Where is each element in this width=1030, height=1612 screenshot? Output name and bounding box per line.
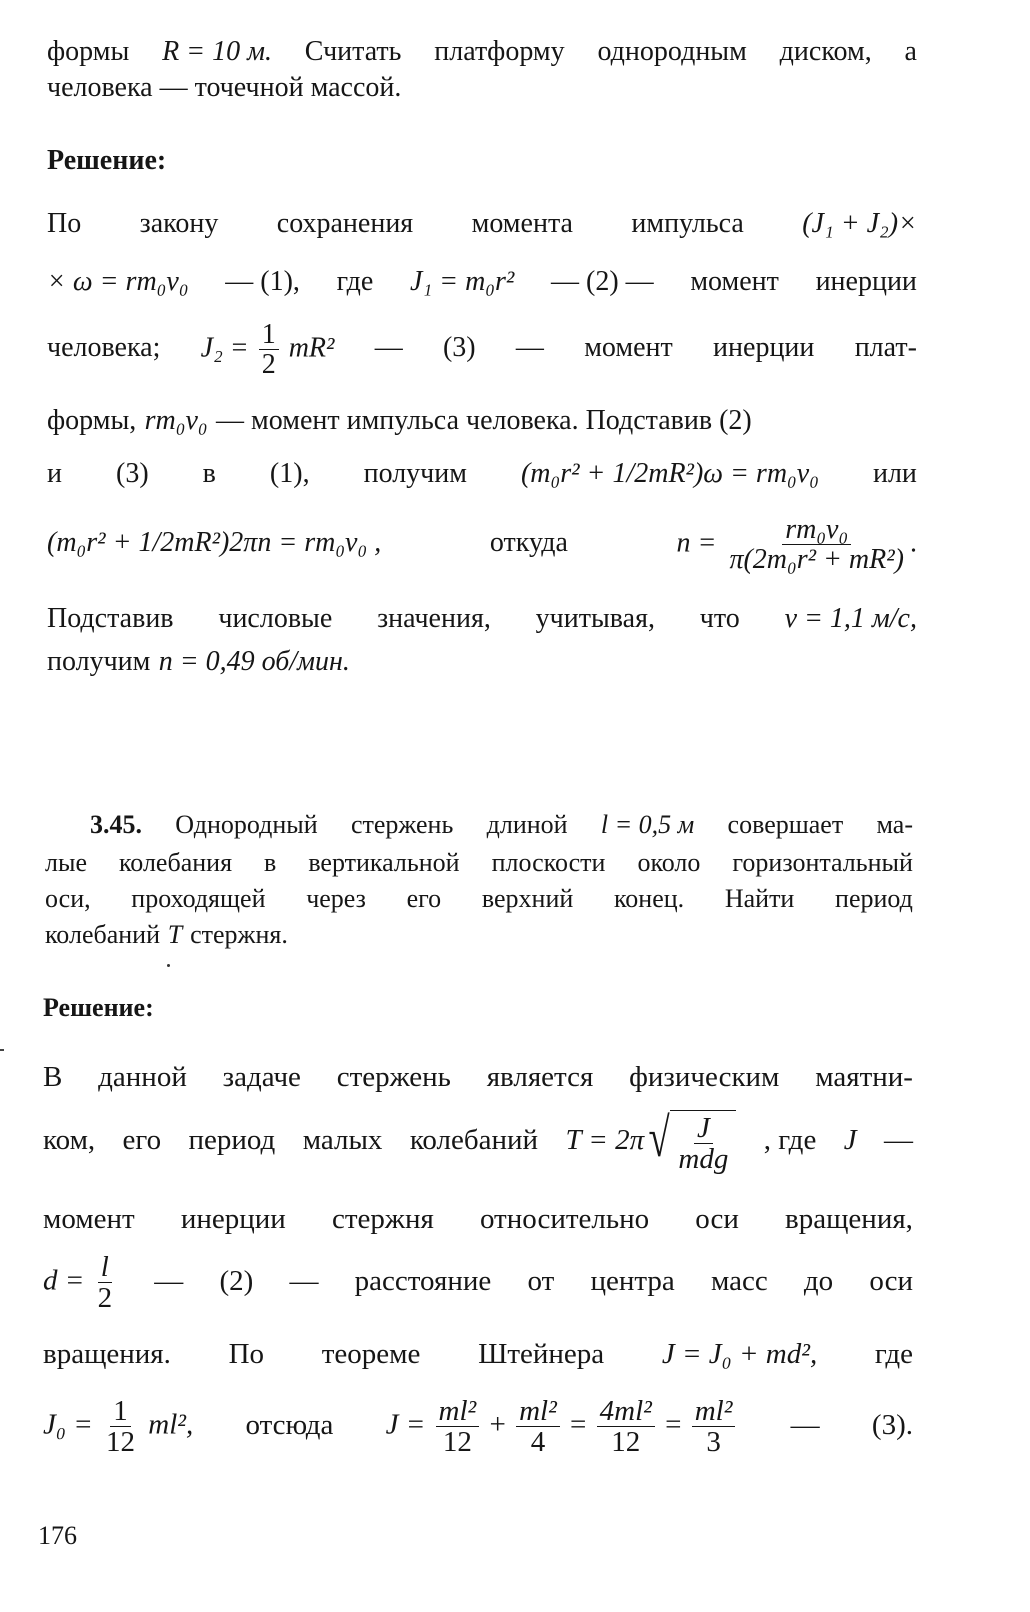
solution-line: получим n = 0,49 об/мин. <box>47 646 350 677</box>
solution-heading: Решение: <box>47 145 167 176</box>
formula: T <box>167 920 183 949</box>
fraction: $\frac{1}{12}$ <box>106 1395 136 1459</box>
fraction: $\frac{l}{2}$ <box>97 1251 113 1315</box>
formula: J = $\frac{\text{ml²}}{12}$ + $\frac{\text{ml²}}{4}$ = $\frac{\text{4ml²}}{12}$ = $\frac{\text{ml²}}{3}$ <box>386 1396 739 1458</box>
formula: n = $\frac{\text{rm₀v₀}}{\text{π(2m₀r² + mR²)}}$ . <box>676 514 917 576</box>
solution-line: J₀ = $\frac{1}{12}$ ml², отсюда J = $\frac{\text{ml²}}{12}$ + $\frac{\text{ml²}}{4}$ = $\frac{\text{4ml²}}{12}$ = $\frac{\text{ml²}}{3}$ — (3). <box>43 1395 913 1459</box>
fraction: $\frac{1}{2}$ <box>259 320 279 380</box>
fraction: $\frac{\text{ml²}}{4}$ <box>516 1396 560 1458</box>
formula: (m₀r² + 1/2mR²)ω = rm₀v₀ <box>520 458 819 489</box>
formula: n = 0,49 об/мин. <box>158 646 350 677</box>
solution-line: и (3) в (1), получим (m₀r² + 1/2mR²)ω = rm₀v₀ или <box>47 458 917 489</box>
formula: d = $\frac{l}{2}$ <box>43 1252 118 1314</box>
formula: l = 0,5 м <box>600 810 695 839</box>
fraction: $\frac{J}{\text{mdg}}$ <box>678 1112 729 1176</box>
problem-line: колебаний T стержня. <box>45 920 288 949</box>
scan-speck <box>167 964 170 967</box>
fraction: $\frac{\text{ml²}}{12}$ <box>436 1396 480 1458</box>
problem-line: оси, проходящей через его верхний конец. Найти период <box>45 884 913 913</box>
solution-line: (m₀r² + 1/2mR²)2πn = rm₀v₀ , откуда n = $\frac{\text{rm₀v₀}}{\text{π(2m₀r² + mR²)}}$ . <box>47 514 917 576</box>
problem-line: 3.45. Однородный стержень длиной l = 0,5 м совершает ма- <box>90 810 913 839</box>
formula: v = 1,1 м/с, <box>784 603 917 634</box>
solution-line: По закону сохранения момента импульса (J₁ + J₂)× <box>47 208 917 239</box>
solution-line: вращения. По теореме Штейнера J = J₀ + md², где <box>43 1338 913 1370</box>
solution-heading: Решение: <box>43 993 154 1022</box>
solution-line: формы, rm₀v₀ — момент импульса человека. Подставив (2) <box>47 405 752 436</box>
scan-mark <box>0 1049 4 1051</box>
radical-sign: √ <box>648 1107 670 1168</box>
problem-line: лые колебания в вертикальной плоскости около горизонтальный <box>45 848 913 877</box>
formula: J₁ = m₀r² <box>410 266 515 297</box>
solution-line: × ω = rm₀v₀ — (1), где J₁ = m₀r² — (2) — момент инерции <box>47 266 917 297</box>
solution-line: Подставив числовые значения, учитывая, что v = 1,1 м/с, <box>47 603 917 634</box>
formula: J₀ = $\frac{1}{12}$ ml², <box>43 1395 194 1459</box>
solution-line: момент инерции стержня относительно оси вращения, <box>43 1203 913 1235</box>
solution-line: d = $\frac{l}{2}$ — (2) — расстояние от центра масс до оси <box>43 1251 913 1315</box>
formula: × ω = rm₀v₀ <box>47 266 189 297</box>
formula: J₂ = $\frac{1}{2}$ mR² <box>200 319 335 381</box>
fraction: $\frac{\text{ml²}}{3}$ <box>692 1396 736 1458</box>
problem-number: 3.45. <box>90 810 142 839</box>
formula: rm₀v₀ <box>144 405 208 436</box>
formula: T = 2π √ $\frac{J}{\text{mdg}}$ <box>565 1110 736 1175</box>
paragraph-line: формы R = 10 м. Считать платформу однородным диском, а <box>47 36 917 67</box>
solution-line: ком, его период малых колебаний T = 2π √ $\frac{J}{\text{mdg}}$ , где J — <box>43 1107 913 1176</box>
formula: (J₁ + J₂)× <box>802 208 917 239</box>
formula: (m₀r² + 1/2mR²)2πn = rm₀v₀ , <box>47 527 382 559</box>
formula: J = J₀ + md², <box>661 1338 818 1370</box>
solution-line: человека; J₂ = $\frac{1}{2}$ mR² — (3) — момент инерции плат- <box>47 319 917 381</box>
paragraph-line: человека — точечной массой. <box>47 72 402 103</box>
fraction: $\frac{\text{4ml²}}{12}$ <box>597 1396 655 1458</box>
page-number: 176 <box>38 1521 77 1550</box>
fraction: $\frac{\text{rm₀v₀}}{\text{π(2m₀r² + mR²)}}$ <box>729 514 904 576</box>
solution-line: В данной задаче стержень является физическим маятни- <box>43 1061 913 1093</box>
